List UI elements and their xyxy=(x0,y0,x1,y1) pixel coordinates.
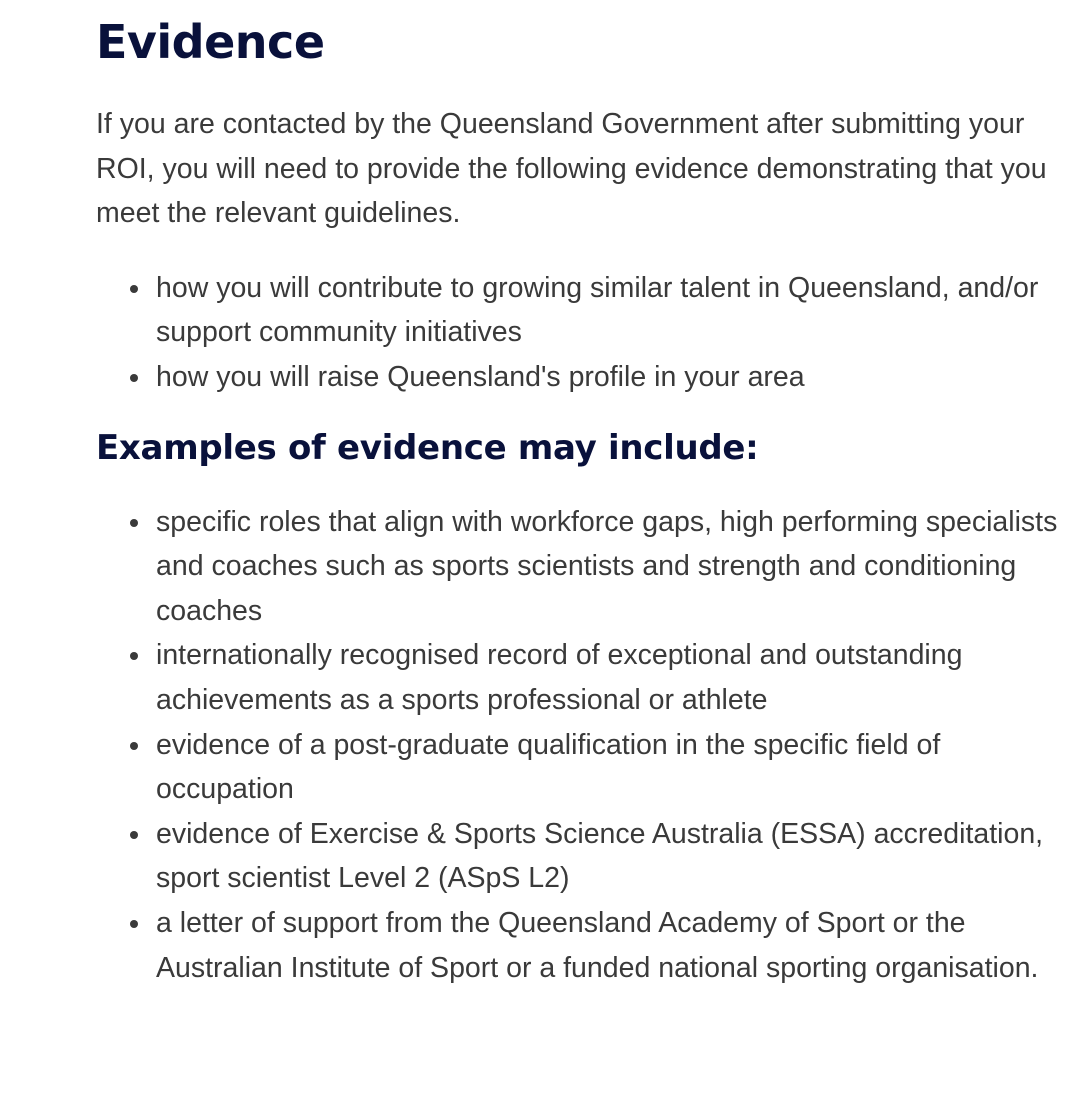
requirements-list xyxy=(96,266,1066,400)
list-item-text: how you will contribute to growing similar talent in Queensland, and/or support community initiatives xyxy=(156,271,1039,349)
list-item-text: evidence of a post-graduate qualification in the specific field of occupation xyxy=(156,728,941,806)
bullet-icon xyxy=(130,652,138,660)
intro-paragraph: If you are contacted by the Queensland Government after submitting your ROI, you will need to provide the following evidence demonstrating that you meet the relevant guidelines. xyxy=(96,108,1047,230)
list-item xyxy=(156,500,1066,634)
page-content xyxy=(96,0,1066,990)
list-item-text: internationally recognised record of exceptional and outstanding achievements as a sports professional or athlete xyxy=(156,639,963,716)
bullet-icon xyxy=(130,831,138,839)
list-item xyxy=(156,355,1066,400)
list-item-text: a letter of support from the Queensland Academy of Sport or the Australian Institute of Sport or a funded national sporting organisation. xyxy=(156,906,1039,984)
list-item xyxy=(156,812,1066,901)
bullet-icon xyxy=(130,519,138,527)
bullet-icon xyxy=(130,285,138,293)
list-item xyxy=(156,901,1066,990)
list-item xyxy=(156,266,1066,355)
list-item-text: how you will raise Queensland's profile in your area xyxy=(156,360,805,393)
list-item xyxy=(156,723,1066,812)
list-item xyxy=(156,633,1066,722)
examples-heading: Examples of evidence may include: xyxy=(96,427,759,468)
bullet-icon xyxy=(130,374,138,382)
page-title: Evidence xyxy=(96,15,325,69)
bullet-icon xyxy=(130,742,138,750)
examples-list xyxy=(96,500,1066,991)
list-item-text: specific roles that align with workforce gaps, high performing specialists and coaches such as sports scientists and strength and conditioning coaches xyxy=(156,505,1058,627)
bullet-icon xyxy=(130,920,138,928)
list-item-text: evidence of Exercise & Sports Science Australia (ESSA) accreditation, sport scientist Level 2 (ASpS L2) xyxy=(156,817,1044,895)
